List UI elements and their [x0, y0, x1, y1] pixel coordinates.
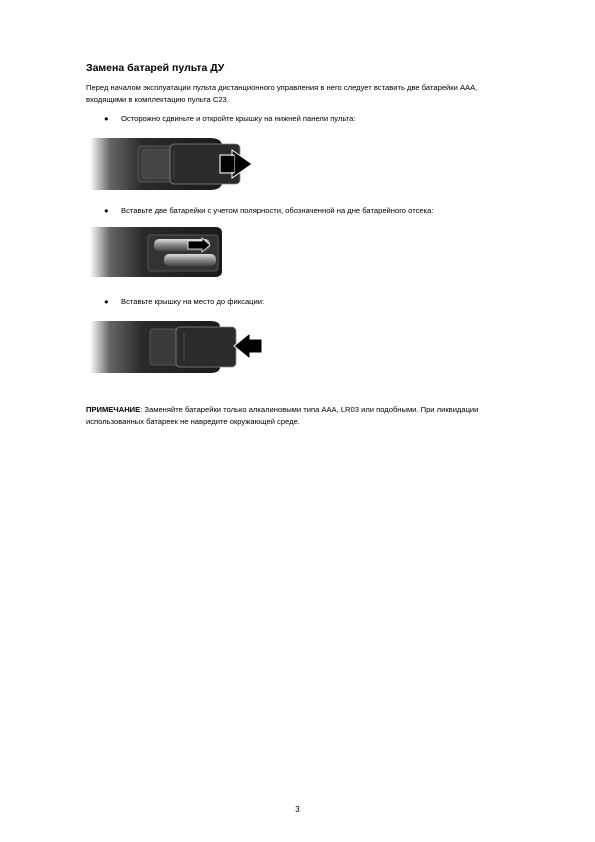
intro-line-1: Перед началом эксплуатации пульта дистанционного управления в него следует вставить две батарейки AAA, [86, 83, 478, 92]
page-number: 3 [295, 805, 300, 814]
step-3-text: Вставьте крышку на место до фиксации: [121, 297, 265, 306]
remote-cover-open-illustration [90, 136, 270, 197]
intro-line-2: входящими в комплектацию пульта C23. [86, 95, 229, 104]
note-label: ПРИМЕЧАНИЕ [86, 405, 141, 414]
bullet-step-3: ● [104, 297, 109, 306]
bullet-step-2: ● [104, 206, 109, 215]
section-heading: Замена батарей пульта ДУ [86, 62, 225, 74]
bullet-step-1: ● [104, 114, 109, 123]
note-paragraph [86, 404, 561, 428]
note-line-1: : Заменяйте батарейки только алкалиновыми типа AAA, LR03 или подобными. При ликвидации [140, 405, 479, 414]
note-line-2: использованных батареек не навредите окружающей среде. [86, 417, 300, 426]
battery-insert-illustration [90, 227, 240, 282]
step-2-text: Вставьте две батарейки с учетом полярности, обозначенной на дне батарейного отсека: [121, 206, 434, 215]
step-1-text: Осторожно сдвиньте и откройте крышку на нижней панели пульта: [121, 114, 356, 123]
remote-cover-close-illustration [90, 319, 270, 380]
